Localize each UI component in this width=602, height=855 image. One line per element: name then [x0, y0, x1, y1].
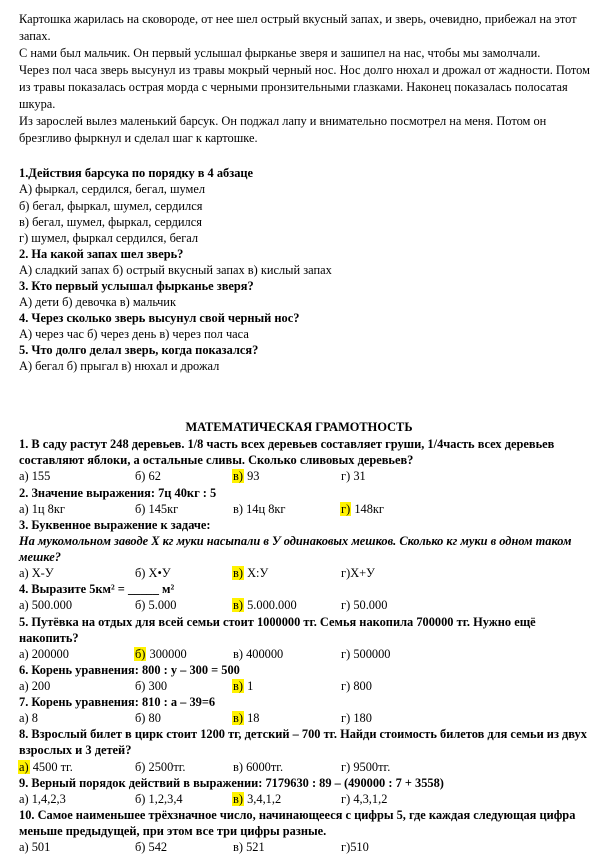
answer-text: 300 — [145, 679, 168, 693]
answer-option — [341, 678, 372, 694]
answer-letter: в) — [233, 792, 243, 806]
story-line: Из зарослей вылез маленький барсук. Он поджал лапу и внимательно посмотрел на меня. Потом он — [19, 114, 547, 128]
answer-option — [135, 678, 167, 694]
answer-text: 50.000 — [350, 598, 388, 612]
story-line: шкура. — [19, 97, 56, 111]
reading-options-5: А) бегал б) прыгал в) нюхал и дрожал — [19, 359, 220, 373]
math-question-3-task: На мукомольном заводе X кг муки насыпали в У одинаковых мешков. Сколько кг муки в одном таком — [19, 534, 572, 548]
answer-letter: б) — [135, 469, 146, 483]
answer-letter: г) — [341, 840, 351, 854]
story-line: Картошка жарилась на сковороде, от нее шел острый вкусный запах, и зверь, очевидно, прибежал на этот — [19, 12, 577, 26]
answer-letter: б) — [135, 760, 146, 774]
math-question-3-task-cont: мешке? — [19, 550, 61, 564]
reading-options-2: А) сладкий запах б) острый вкусный запах в) кислый запах — [19, 263, 332, 277]
answer-text: 6000тг. — [242, 760, 284, 774]
answer-letter: а) — [19, 647, 29, 661]
answer-option — [135, 791, 183, 807]
answer-text: 14ц 8кг — [242, 502, 286, 516]
answer-text: 501 — [28, 840, 51, 854]
math-question-5: 5. Путёвка на отдых для всей семьи стоит 1000000 тг. Семья накопила 700000 тг. Нужно ещё — [19, 615, 536, 629]
answer-option — [19, 678, 50, 694]
answer-letter: г) — [341, 711, 351, 725]
answer-option — [135, 646, 187, 662]
answer-option — [135, 565, 171, 581]
answer-option — [135, 759, 186, 775]
answer-option — [19, 839, 50, 855]
answer-letter: а) — [19, 566, 29, 580]
reading-option: б) бегал, фыркал, шумел, сердился — [19, 199, 203, 213]
answer-text: 31 — [350, 469, 366, 483]
answer-letter: б) — [135, 647, 146, 661]
answer-option — [135, 710, 161, 726]
answer-letter: б) — [135, 840, 146, 854]
answer-letter: а) — [19, 469, 29, 483]
answer-text: 80 — [145, 711, 161, 725]
math-question-9: 9. Верный порядок действий в выражении: 7179630 : 89 – (490000 : 7 + 3558) — [19, 776, 444, 790]
answer-text: 500.000 — [28, 598, 73, 612]
answer-option — [233, 565, 268, 581]
math-question-7: 7. Корень уравнения: 810 : а – 39=6 — [19, 695, 216, 709]
math-question-8-cont: взрослых и 3 детей? — [19, 743, 132, 757]
reading-options-3: А) дети б) девочка в) мальчик — [19, 295, 176, 309]
answer-letter: б) — [135, 598, 146, 612]
answer-letter: в) — [233, 760, 243, 774]
reading-question-1: 1.Действия барсука по порядку в 4 абзаце — [19, 166, 254, 180]
math-question-5-cont: накопить? — [19, 631, 79, 645]
answer-option — [341, 501, 384, 517]
answer-option — [341, 565, 375, 581]
answer-text: Х+У — [350, 566, 375, 580]
answer-letter: а) — [19, 792, 29, 806]
answer-text: 800 — [350, 679, 372, 693]
answer-letter: г) — [341, 566, 351, 580]
answer-letter: г) — [341, 679, 351, 693]
answer-option — [233, 597, 297, 613]
answer-letter: в) — [233, 502, 243, 516]
reading-question-4: 4. Через сколько зверь высунул свой черный нос? — [19, 311, 300, 325]
answer-text: 1 — [243, 679, 254, 693]
answer-text: 1,4,2,3 — [28, 792, 66, 806]
answer-letter: в) — [233, 840, 243, 854]
answer-letter: а) — [19, 840, 29, 854]
answer-text: 400000 — [242, 647, 284, 661]
answer-row — [19, 678, 589, 694]
answer-text: 521 — [242, 840, 265, 854]
answer-option — [135, 468, 161, 484]
answer-row — [19, 791, 589, 807]
answer-option — [135, 597, 176, 613]
answer-text: 5.000 — [145, 598, 177, 612]
math-question-4: 4. Выразите 5км² = _____ м² — [19, 582, 175, 596]
answer-text: 9500тг. — [350, 760, 391, 774]
story-line: С нами был мальчик. Он первый услышал фырканье зверя и зашипел на нас, чтобы мы замолчали. — [19, 46, 541, 60]
reading-options-4: А) через час б) через день в) через пол часа — [19, 327, 249, 341]
reading-question-3: 3. Кто первый услышал фырканье зверя? — [19, 279, 254, 293]
answer-letter: а) — [19, 679, 29, 693]
answer-row — [19, 759, 589, 775]
answer-row — [19, 597, 589, 613]
answer-option — [19, 646, 69, 662]
answer-text: 3,4,1,2 — [243, 792, 282, 806]
answer-option — [19, 791, 66, 807]
answer-option — [19, 565, 54, 581]
answer-option — [19, 759, 73, 775]
story-line: запах. — [19, 29, 51, 43]
answer-letter: г) — [341, 760, 351, 774]
answer-letter: а) — [19, 760, 29, 774]
answer-letter: в) — [233, 598, 243, 612]
answer-row — [19, 468, 589, 484]
reading-option: в) бегал, шумел, фыркал, сердился — [19, 215, 202, 229]
story-line: из травы показалась острая морда с черными пронзительными глазками. Наконец показалась полосатая — [19, 80, 568, 94]
answer-text: 18 — [243, 711, 260, 725]
answer-letter: б) — [135, 502, 146, 516]
answer-letter: г) — [341, 502, 351, 516]
reading-question-5: 5. Что долго делал зверь, когда показался? — [19, 343, 259, 357]
math-question-10-cont: меньше предыдущей, при этом все три цифры разные. — [19, 824, 327, 838]
answer-text: 1ц 8кг — [28, 502, 65, 516]
answer-text: 155 — [28, 469, 51, 483]
answer-option — [341, 468, 366, 484]
answer-option — [233, 710, 259, 726]
answer-letter: г) — [341, 792, 351, 806]
reading-option: А) фыркал, сердился, бегал, шумел — [19, 182, 206, 196]
answer-row — [19, 565, 589, 581]
answer-text: 5.000.000 — [243, 598, 297, 612]
answer-letter: б) — [135, 566, 146, 580]
math-question-6: 6. Корень уравнения: 800 : у – 300 = 500 — [19, 663, 240, 677]
answer-option — [341, 597, 387, 613]
answer-letter: в) — [233, 647, 243, 661]
answer-option — [19, 468, 50, 484]
answer-text: 8 — [28, 711, 38, 725]
answer-text: 2500тг. — [145, 760, 186, 774]
math-question-1: 1. В саду растут 248 деревьев. 1/8 часть всех деревьев составляет груши, 1/4часть всех деревьев — [19, 437, 555, 451]
answer-letter: а) — [19, 502, 29, 516]
answer-letter: а) — [19, 598, 29, 612]
answer-text: 145кг — [145, 502, 179, 516]
reading-question-2: 2. На какой запах шел зверь? — [19, 247, 184, 261]
answer-option — [341, 759, 390, 775]
reading-option: г) шумел, фыркал сердился, бегал — [19, 231, 199, 245]
answer-option — [341, 646, 391, 662]
answer-text: 4500 тг. — [29, 760, 73, 774]
answer-letter: в) — [233, 566, 243, 580]
answer-text: 1,2,3,4 — [145, 792, 183, 806]
answer-text: 93 — [243, 469, 260, 483]
answer-letter: г) — [341, 647, 351, 661]
answer-text: 180 — [350, 711, 372, 725]
answer-row — [19, 710, 589, 726]
story-line: Через пол часа зверь высунул из травы мокрый черный нос. Нос долго нюхал и дрожал от жадности. Потом — [19, 63, 590, 77]
answer-letter: б) — [135, 711, 146, 725]
answer-option — [233, 678, 253, 694]
answer-option — [233, 791, 281, 807]
answer-letter: в) — [233, 679, 243, 693]
answer-text: Х:У — [243, 566, 269, 580]
answer-option — [341, 791, 387, 807]
answer-letter: в) — [233, 469, 243, 483]
answer-row — [19, 501, 589, 517]
answer-row — [19, 646, 589, 662]
answer-text: 62 — [145, 469, 161, 483]
answer-text: 4,3,1,2 — [350, 792, 388, 806]
answer-text: Х-У — [28, 566, 54, 580]
answer-text: 300000 — [146, 647, 187, 661]
math-question-8: 8. Взрослый билет в цирк стоит 1200 тг, детский – 700 тг. Найди стоимость билетов для семьи из двух — [19, 727, 587, 741]
answer-option — [135, 501, 178, 517]
math-question-3: 3. Буквенное выражение к задаче: — [19, 518, 211, 532]
answer-text: 200 — [28, 679, 51, 693]
answer-option — [341, 839, 369, 855]
story-line: брезгливо фыркнул и сделал шаг к картошке. — [19, 131, 258, 145]
answer-text: 148кг — [351, 502, 385, 516]
answer-option — [233, 646, 283, 662]
answer-letter: в) — [233, 711, 243, 725]
answer-option — [135, 839, 167, 855]
answer-option — [19, 597, 72, 613]
answer-option — [19, 501, 65, 517]
answer-text: 500000 — [350, 647, 391, 661]
answer-letter: б) — [135, 679, 146, 693]
answer-letter: г) — [341, 469, 351, 483]
math-question-10: 10. Самое наименьшее трёхзначное число, начинающееся с цифры 5, где каждая следующая цифра — [19, 808, 576, 822]
answer-option — [341, 710, 372, 726]
answer-letter: а) — [19, 711, 29, 725]
answer-option — [233, 468, 259, 484]
answer-letter: г) — [341, 598, 351, 612]
answer-option — [233, 759, 283, 775]
answer-text: 542 — [145, 840, 168, 854]
answer-row — [19, 839, 589, 855]
answer-option — [233, 501, 286, 517]
math-question-1-cont: составляют яблоки, а остальные сливы. Сколько сливовых деревьев? — [19, 453, 414, 467]
math-section-title: МАТЕМАТИЧЕСКАЯ ГРАМОТНОСТЬ — [185, 420, 413, 434]
answer-text: 200000 — [28, 647, 69, 661]
answer-text: 510 — [350, 840, 369, 854]
math-question-2: 2. Значение выражения: 7ц 40кг : 5 — [19, 486, 217, 500]
answer-letter: б) — [135, 792, 146, 806]
answer-text: Х•У — [145, 566, 171, 580]
answer-option — [233, 839, 265, 855]
answer-option — [19, 710, 38, 726]
